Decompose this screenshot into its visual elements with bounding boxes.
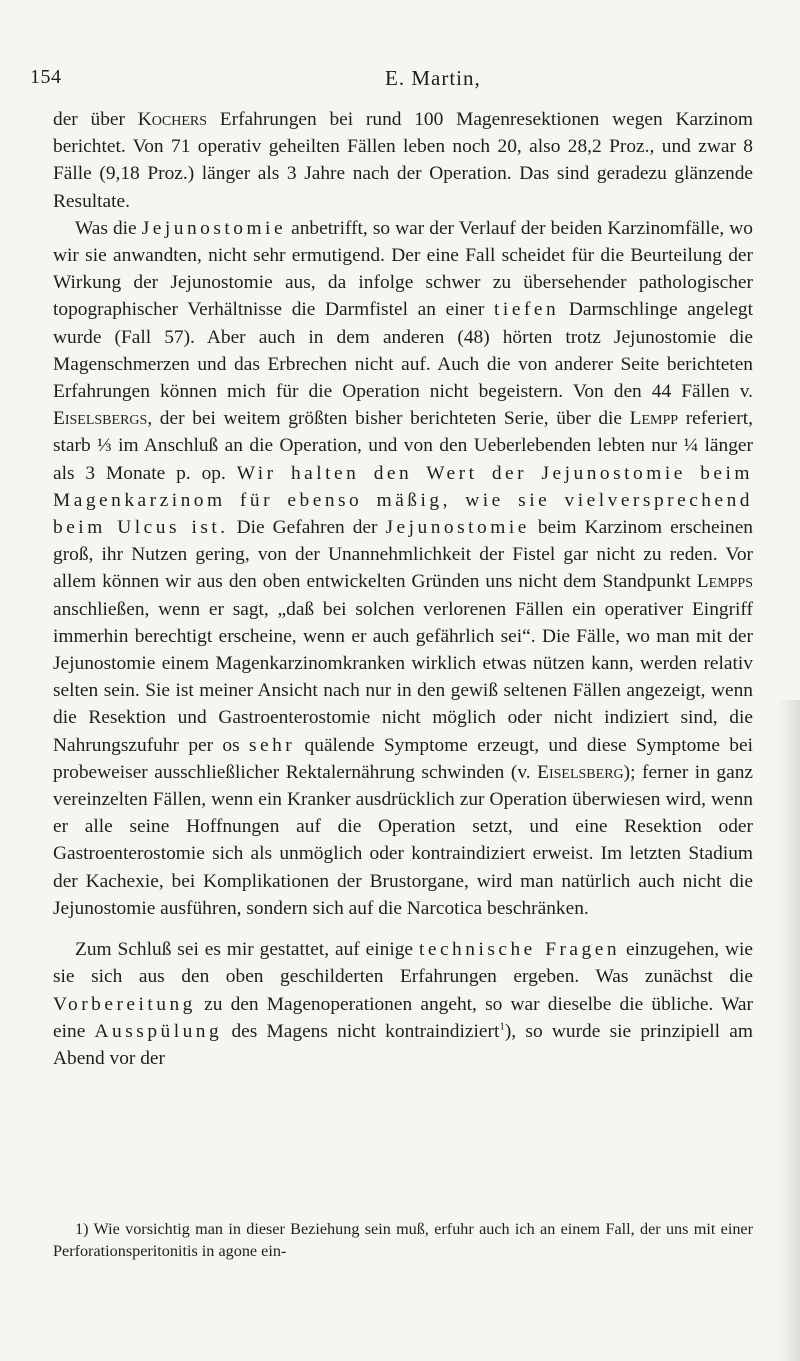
- author-name: Lempp: [629, 408, 679, 430]
- spaced-term: tiefen: [494, 299, 560, 321]
- spaced-term: Vorbereitung: [53, 993, 196, 1015]
- author-name: Kochers: [137, 109, 208, 130]
- spaced-term: Jejunostomie: [385, 517, 530, 539]
- author-name: Eiselsberg: [537, 761, 624, 783]
- spaced-term: Ausspülung: [94, 1020, 223, 1042]
- paragraph-1: der über Kochers Erfahrungen bei rund 100 Magenresektionen wegen Karzinom berichtet. Von 71 operativ geheilten Fällen leben noch 20, also 28,2 Proz., und zwar 8 Fälle (9,18 Proz.) länger als 3 Jahre nach der Operation. Das sind geradezu glänzende Resultate.: [53, 109, 753, 212]
- paragraph-2: Was die Jejunostomie anbetrifft, so war der Verlauf der beiden Karzinomfälle, wo wir sie anwandten, nicht sehr ermutigend. Der eine Fall scheidet für die Beurteilung der Wirkung der Jejunostomie aus, da infolge schwer zu übersehender pathologischer topographischer Verhältnisse die Darmfistel an einer tiefen Darmschlinge angelegt wurde (Fall 57). Aber auch in dem anderen (48) hörten trotz Jejunostomie die Magenschmerzen und das Erbrechen nicht auf. Auch die von anderer Seite berichteten Erfahrungen können mich für die Operation nicht begeistern. Von den 44 Fällen v. Eiselsbergs, der bei weitem größten bisher berichteten Serie, über die Lempp referiert, starb ⅓ im Anschluß an die Operation, und von den Ueberlebenden lebten nur ¼ länger als 3 Monate p. op. Wir halten den Wert der Jejunostomie beim Magenkarzinom für ebenso mäßig, wie sie vielversprechend beim Ulcus ist. Die Gefahren der Jejunostomie beim Karzinom erscheinen groß, ihr Nutzen gering, von der Unannehmlichkeit der Fistel gar nicht zu reden. Vor allem können wir aus den oben entwickelten Gründen uns nicht dem Standpunkt Lempps anschließen, wenn er sagt, „daß bei solchen verlorenen Fällen ein operativer Eingriff immerhin berechtigt erscheine, wenn er auch gefährlich sei“. Die Fälle, wo man mit der Jejunostomie einem Magenkarzinomkranken wirklich etwas nützen kann, werden relativ selten sein. Sie ist meiner Ansicht nach nur in den gewiß seltenen Fällen angezeigt, wenn die Resektion und Gastroenterostomie nicht möglich oder nicht indiziert sind, die Nahrungszufuhr per os sehr quälende Symptome erzeugt, und diese Symptome bei probeweiser ausschließlicher Rektalernährung schwinden (v. Eiselsberg); ferner in ganz vereinzelten Fällen, wenn ein Kranker ausdrücklich zur Operation überwiesen wird, wenn er alle seine Hoffnungen auf die Operation setzt, und eine Resektion oder Gastroenterostomie sich als unmöglich oder kontraindiziert erweist. Im letzten Stadium der Kachexie, bei Komplikationen der Brustorgane, wird man natürlich auch nicht die Jejunostomie ausführen, sondern sich auf die Narcotica beschränken.: [53, 217, 753, 919]
- author-name: Eiselsbergs: [53, 408, 148, 430]
- paragraph-3: Zum Schluß sei es mir gestattet, auf einige technische Fragen einzugehen, wie sie sich aus den oben geschilderten Erfahrungen ergeben. Was zunächst die Vorbereitung zu den Magenoperationen angeht, so war dieselbe die übliche. War eine Ausspülung des Magens nicht kontraindiziert$^1$), so wurde sie prinzipiell am Abend vor der: [53, 939, 753, 1069]
- footnote-text: Wie vorsichtig man in dieser Beziehung sein muß, erfuhr auch ich an einem Fall, der uns mit einer Perforationsperitonitis in agone ein-: [53, 1220, 753, 1260]
- body-text: [53, 106, 753, 1072]
- spaced-term: Jejunostomie: [141, 217, 287, 239]
- spaced-emphasis: Wir halten den Wert der Jejunostomie beim Magenkarzinom für ebenso mäßig, wie sie vielversprechend beim Ulcus ist.: [53, 462, 753, 539]
- page-number: 154: [30, 66, 62, 88]
- footnotes: [53, 1218, 753, 1262]
- spaced-term: sehr: [248, 734, 296, 756]
- footnote-1: [53, 1218, 753, 1262]
- running-title: E. Martin,: [385, 66, 481, 90]
- footnote-reference[interactable]: 1: [499, 1020, 505, 1033]
- footnote-marker: 1): [75, 1220, 89, 1238]
- author-name: Lempps: [696, 571, 753, 593]
- spaced-term: technische Fragen: [418, 939, 621, 961]
- page-edge-shadow: [778, 700, 800, 1361]
